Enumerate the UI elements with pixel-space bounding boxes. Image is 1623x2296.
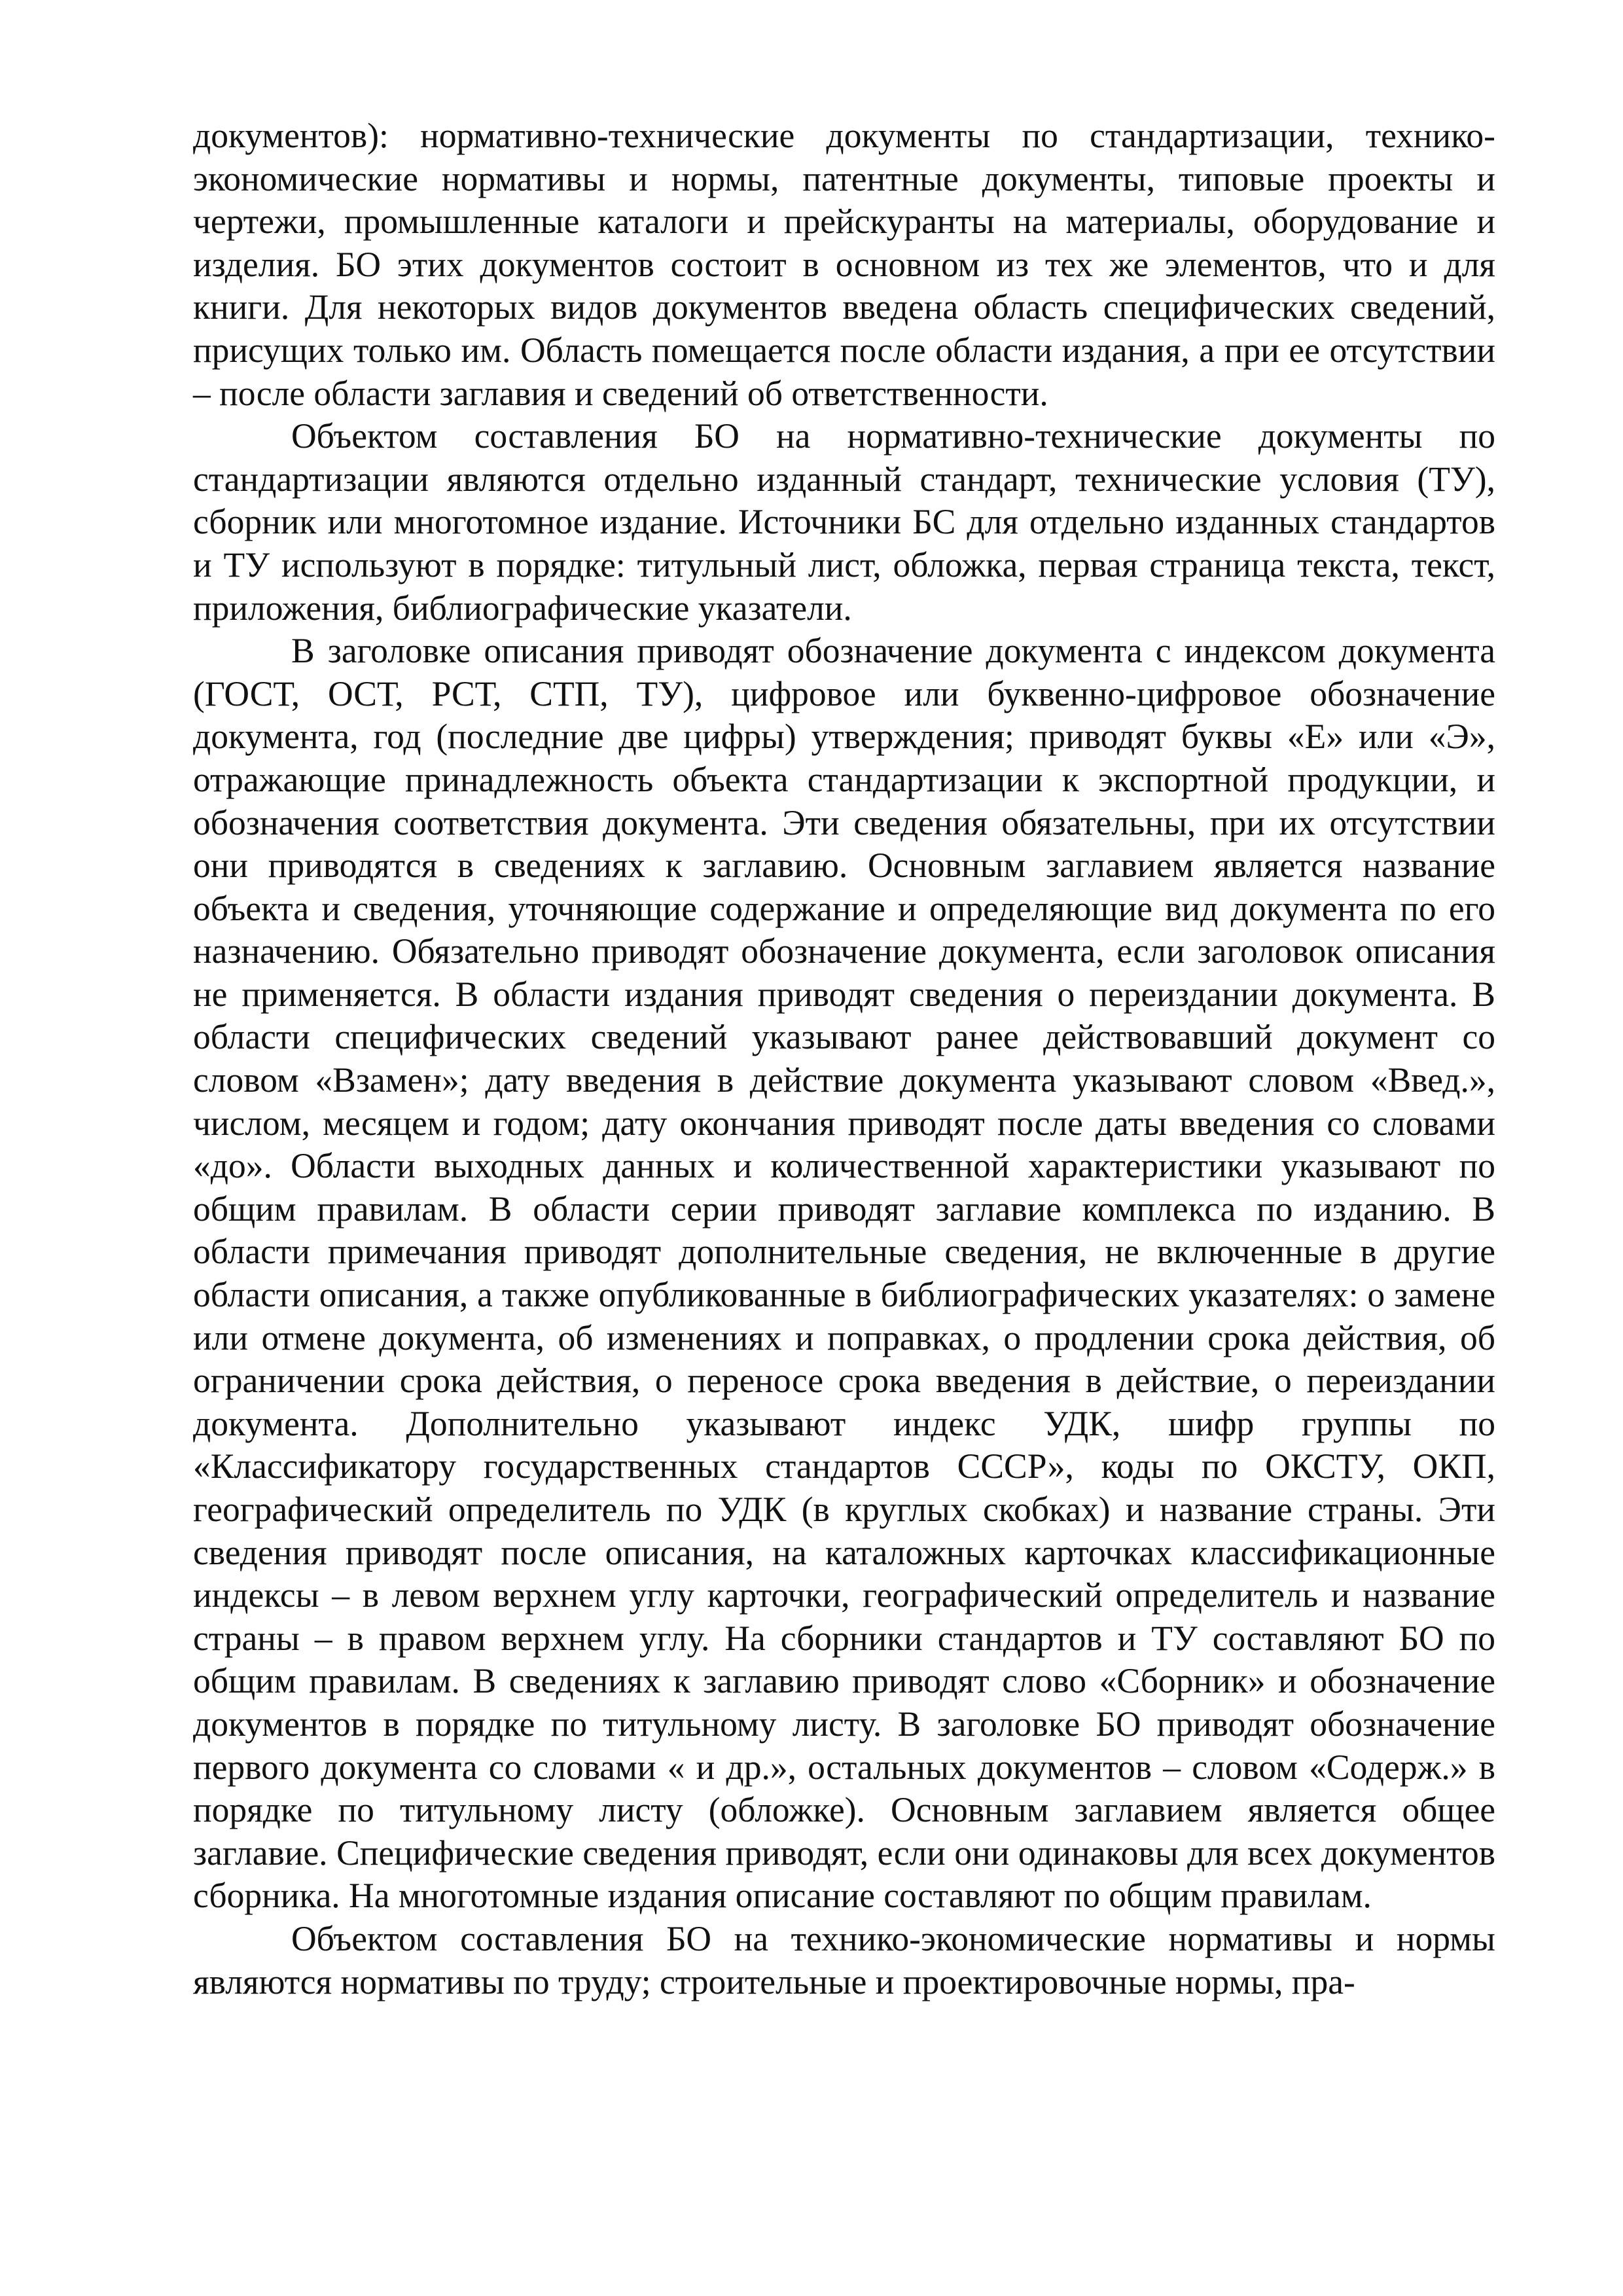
paragraph-2: Объектом составления БО на нормативно-технические документы по стандартизации являются отдельно изданный стандарт, технические условия (ТУ), сборник или многотомное издание. Источники БС для отдельно изданных стандартов и ТУ используют в порядке: титульный лист, обложка, первая страница текста, текст, приложения, библиографические указатели. xyxy=(193,416,1495,628)
paragraph-4: Объектом составления БО на технико-экономические нормативы и нормы являются нормативы по труду; строительные и проектировочные нормы, пра- xyxy=(193,1918,1495,2001)
document-page xyxy=(193,115,1495,2003)
paragraph-3: В заголовке описания приводят обозначение документа с индексом документа (ГОСТ, ОСТ, РСТ, СТП, ТУ), цифровое или буквенно-цифровое обозначение документа, год (последние две цифры) утверждения; приводят буквы «Е» или «Э», отражающие принадлежность объекта стандартизации к экспортной продукции, и обозначения соответствия документа. Эти сведения обязательны, при их отсутствии они приводятся в сведениях к заглавию. Основным заглавием является название объекта и сведения, уточняющие содержание и определяющие вид документа по его назначению. Обязательно приводят обозначение документа, если заголовок описания не применяется. В области издания приводят сведения о переиздании документа. В области специфических сведений указывают ранее действовавший документ со словом «Взамен»; дату введения в действие документа указывают словом «Введ.», числом, месяцем и годом; дату окончания приводят после даты введения со словами «до». Области выходных данных и количественной характеристики указывают по общим правилам. В области серии приводят заглавие комплекса по изданию. В области примечания приводят дополнительные сведения, не включенные в другие области описания, а также опубликованные в библиографических указателях: о замене или отмене документа, об изменениях и поправках, о продлении срока действия, об ограничении срока действия, о переносе срока введения в действие, о переиздании документа. Дополнительно указывают индекс УДК, шифр группы по «Классификатору государственных стандартов СССР», коды по ОКСТУ, ОКП, географический определитель по УДК (в круглых скобках) и название страны. Эти сведения приводят после описания, на каталожных карточках классификационные индексы – в левом верхнем углу карточки, географический определитель и название страны – в правом верхнем углу. На сборники стандартов и ТУ составляют БО по общим правилам. В сведениях к заглавию приводят слово «Сборник» и обозначение документов в порядке по титульному листу. В заголовке БО приводят обозначение первого документа со словами « и др.», остальных документов – словом «Содерж.» в порядке по титульному листу (обложке). Основным заглавием является общее заглавие. Специфические сведения приводят, если они одинаковы для всех документов сборника. На многотомные издания описание составляют по общим правилам. xyxy=(193,631,1495,1916)
paragraph-1: документов): нормативно-технические документы по стандартизации, технико-экономические нормативы и нормы, патентные документы, типовые проекты и чертежи, промышленные каталоги и прейскуранты на материалы, оборудование и изделия. БО этих документов состоит в основном из тех же элементов, что и для книги. Для некоторых видов документов введена область специфических сведений, присущих только им. Область помещается после области издания, а при ее отсутствии – после области заглавия и сведений об ответственности. xyxy=(193,116,1495,413)
